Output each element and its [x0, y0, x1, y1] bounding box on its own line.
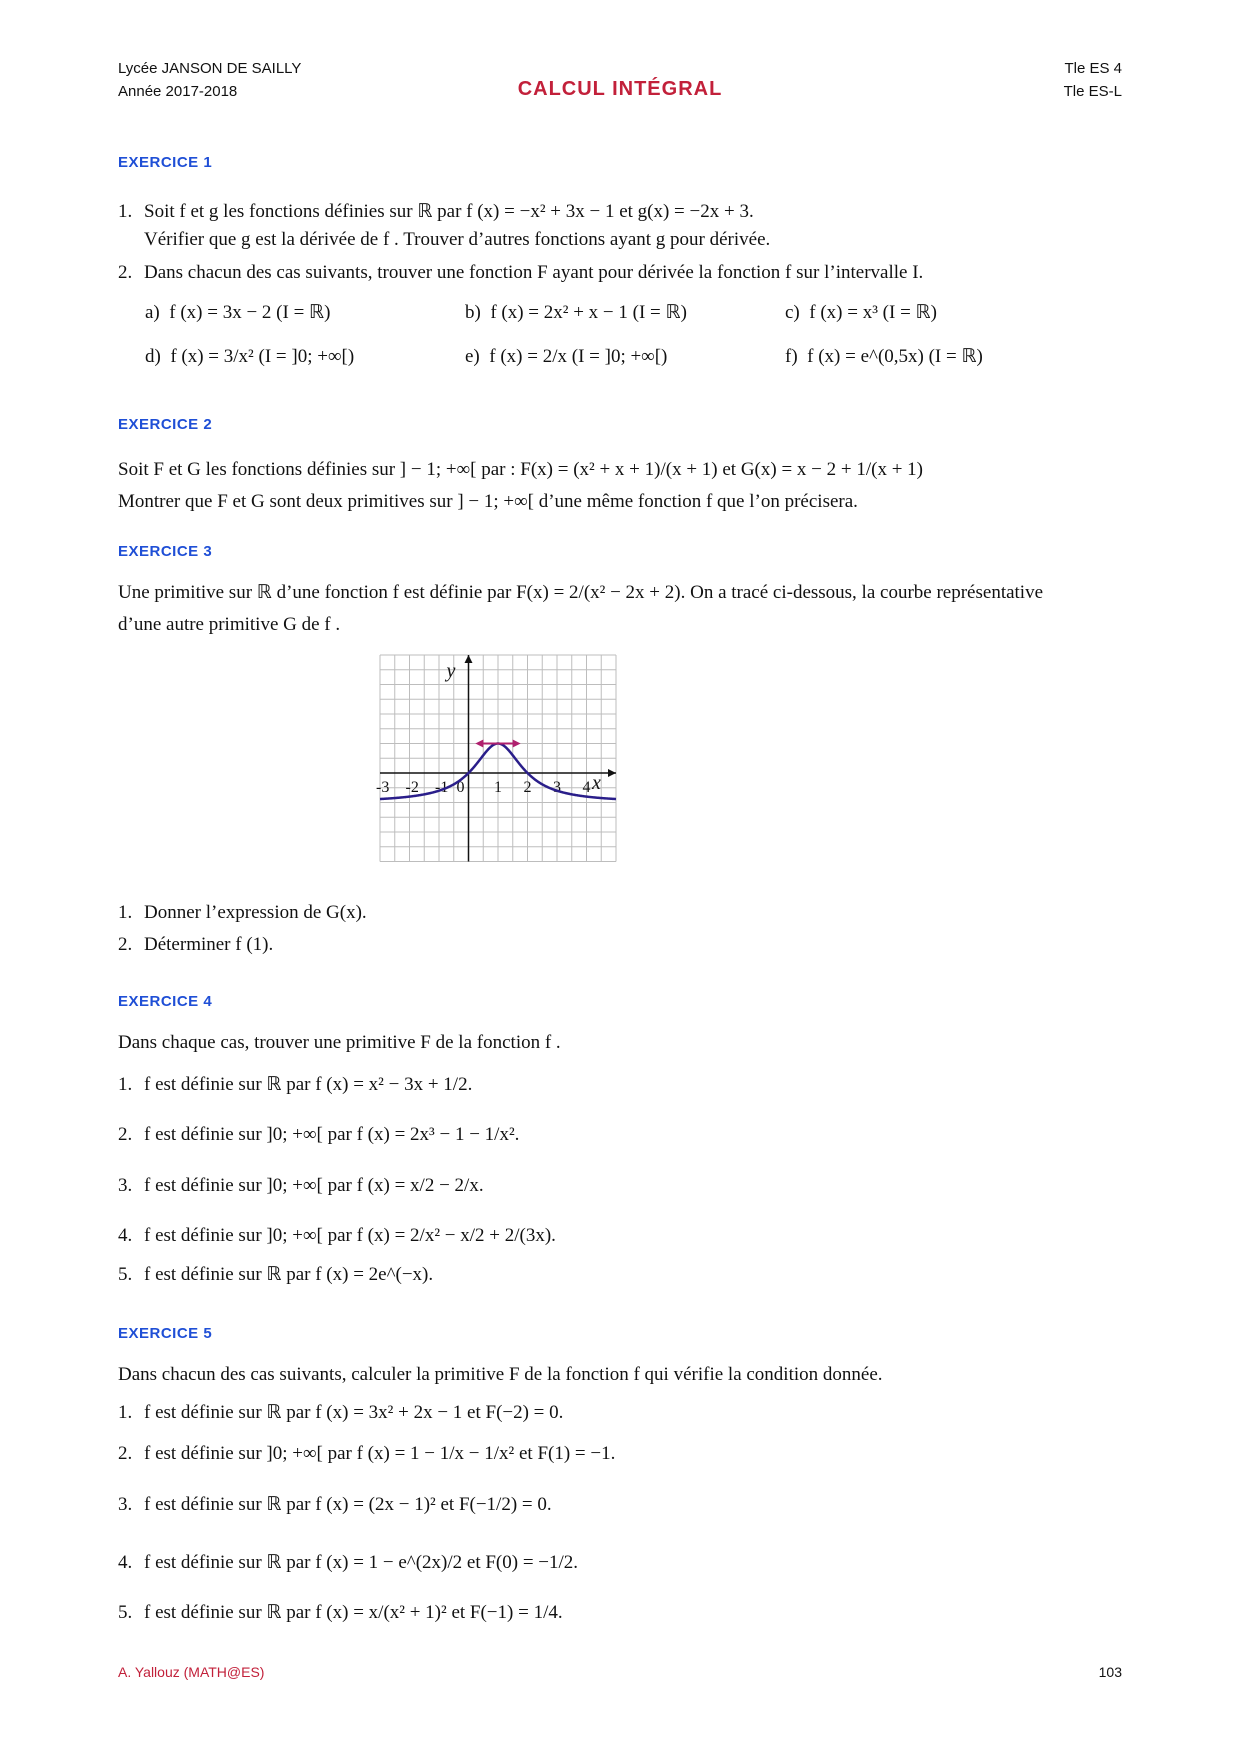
- ex1-case-d: d) f (x) = 3/x² (I = ]0; +∞[): [145, 346, 355, 367]
- exercise-5-title: EXERCICE 5: [118, 1325, 213, 1342]
- school-name: Lycée JANSON DE SAILLY: [118, 60, 302, 77]
- exercise-2-title: EXERCICE 2: [118, 416, 213, 433]
- tangent-arrow-right: [513, 740, 521, 748]
- tangent-arrow-left: [475, 740, 483, 748]
- x-tick-label: -1: [435, 779, 449, 796]
- ex4-intro: Dans chaque cas, trouver une primitive F de la fonction f .: [118, 1032, 561, 1053]
- class-label-2: Tle ES-L: [1063, 83, 1122, 100]
- ex4-item-4: 4. f est définie sur ]0; +∞[ par f (x) = 2/x² − x/2 + 2/(3x).: [118, 1225, 556, 1246]
- x-tick-label: 4: [582, 779, 591, 796]
- ex2-line2: Montrer que F et G sont deux primitives sur ] − 1; +∞[ d’une même fonction f que l’on précisera.: [118, 491, 858, 512]
- y-axis-arrow: [465, 655, 473, 663]
- x-tick-label: 0: [456, 779, 465, 796]
- x-tick-label: -2: [405, 779, 419, 796]
- ex3-line2: d’une autre primitive G de f .: [118, 614, 341, 635]
- x-tick-label: -3: [376, 779, 390, 796]
- x-tick-label: 1: [494, 779, 502, 796]
- primitive-g-chart: [376, 655, 860, 870]
- ex2-line1: Soit F et G les fonctions définies sur ] − 1; +∞[ par : F(x) = (x² + x + 1)/(x + 1) et G(x) = x − 2 + 1/(x + 1): [118, 459, 924, 480]
- x-tick-label: 3: [553, 779, 561, 796]
- ex3-line1: Une primitive sur ℝ d’une fonction f est définie par F(x) = 2/(x² − 2x + 2). On a tracé ci-dessous, la courbe représentative: [118, 582, 1044, 603]
- ex5-item-1: 1. f est définie sur ℝ par f (x) = 3x² + 2x − 1 et F(−2) = 0.: [118, 1402, 564, 1423]
- ex4-item-2: 2. f est définie sur ]0; +∞[ par f (x) = 2x³ − 1 − 1/x².: [118, 1124, 520, 1145]
- ex5-item-3: 3. f est définie sur ℝ par f (x) = (2x − 1)² et F(−1/2) = 0.: [118, 1494, 552, 1515]
- x-axis-arrow: [608, 769, 616, 777]
- page-title: CALCUL INTÉGRAL: [517, 78, 723, 100]
- x-axis-label: x: [592, 772, 601, 794]
- ex4-item-5: 5. f est définie sur ℝ par f (x) = 2e^(−x).: [118, 1264, 434, 1285]
- ex1-case-c: c) f (x) = x³ (I = ℝ): [785, 302, 937, 323]
- ex4-item-3: 3. f est définie sur ]0; +∞[ par f (x) = x/2 − 2/x.: [118, 1175, 484, 1196]
- ex1-case-e: e) f (x) = 2/x (I = ]0; +∞[): [465, 346, 668, 367]
- ex4-item-1: 1. f est définie sur ℝ par f (x) = x² − 3x + 1/2.: [118, 1074, 473, 1095]
- class-label-1: Tle ES 4: [1064, 60, 1122, 77]
- exercise-3-title: EXERCICE 3: [118, 543, 213, 560]
- ex5-item-4: 4. f est définie sur ℝ par f (x) = 1 − e^(2x)/2 et F(0) = −1/2.: [118, 1552, 579, 1573]
- exercise-1-title: EXERCICE 1: [118, 154, 213, 171]
- ex1-q2: 2. Dans chacun des cas suivants, trouver une fonction F ayant pour dérivée la fonction f sur l’intervalle I.: [118, 262, 924, 283]
- ex1-q1-line1: 1. Soit f et g les fonctions définies sur ℝ par f (x) = −x² + 3x − 1 et g(x) = −2x + 3.: [118, 201, 754, 222]
- school-year: Année 2017-2018: [118, 83, 238, 100]
- ex3-q2: 2. Déterminer f (1).: [118, 934, 274, 955]
- footer-author: A. Yallouz (MATH@ES): [118, 1664, 265, 1680]
- page-number: 103: [1098, 1664, 1122, 1680]
- ex1-case-f: f) f (x) = e^(0,5x) (I = ℝ): [785, 346, 983, 367]
- ex3-q1: 1. Donner l’expression de G(x).: [118, 902, 367, 923]
- x-tick-label: 2: [523, 779, 532, 796]
- ex1-case-a: a) f (x) = 3x − 2 (I = ℝ): [145, 302, 331, 323]
- exercise-4-title: EXERCICE 4: [118, 993, 213, 1010]
- ex5-item-2: 2. f est définie sur ]0; +∞[ par f (x) = 1 − 1/x − 1/x² et F(1) = −1.: [118, 1443, 616, 1464]
- ex1-q1-line2: Vérifier que g est la dérivée de f . Trouver d’autres fonctions ayant g pour dérivée.: [144, 229, 771, 250]
- ex1-case-b: b) f (x) = 2x² + x − 1 (I = ℝ): [465, 302, 687, 323]
- y-axis-label: y: [446, 660, 456, 682]
- ex5-item-5: 5. f est définie sur ℝ par f (x) = x/(x² + 1)² et F(−1) = 1/4.: [118, 1602, 563, 1623]
- ex5-intro: Dans chacun des cas suivants, calculer la primitive F de la fonction f qui vérifie la condition donnée.: [118, 1364, 883, 1385]
